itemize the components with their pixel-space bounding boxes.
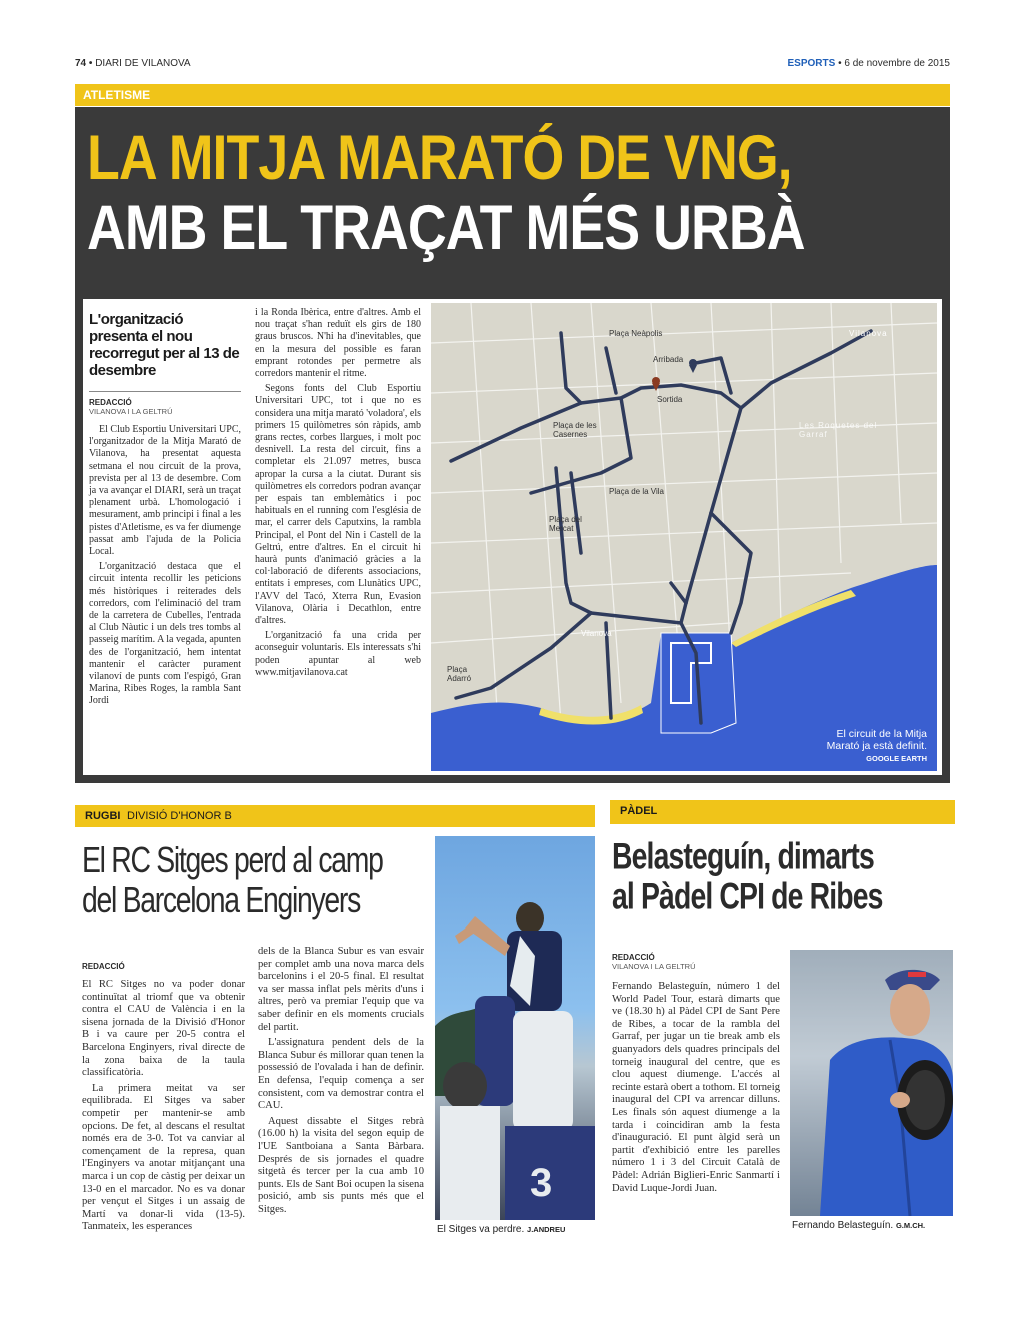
padel-byline: REDACCIÓ — [612, 953, 655, 962]
paragraph: Segons fonts del Club Esportiu Universitari UPC, tot i que no es considera una mitja marató 'voladora', els primers 15 quilòmetres són ràpids, amb grans rectes, corbes llargues, i molt poc desnivell. La resta del circuit, fins a completar els 21.097 metres, busca apropar la cursa a la ciutat. Durant sis quilòmetres els corredors podran avançar per espais tan emblemàtics i poc habituals en el running com l'església de mar, el carrer dels Caputxins, la rambla Principal, el Pont del Nin i Castell de la Geltrú, entre d'altres. En el circuit hi haurà punts d'animació gràcies a la col·laboració de diferents associacions, entitats i empreses, com Llunàtics UPC, l'AVV del Tacó, Xterra Run, Evasion Vilanova, Olària i Decathlon, entre d'altres. — [255, 383, 421, 627]
page-header — [75, 58, 950, 74]
lead-headline-line1: LA MITJA MARATÓ DE VNG, — [87, 122, 792, 193]
rugby-byline: REDACCIÓ — [82, 962, 125, 971]
padel-col — [612, 953, 780, 1198]
rugby-headline-line1: El RC Sitges perd al camp — [82, 838, 383, 880]
padel-photo-credit: G.M.CH. — [895, 1221, 926, 1230]
rugby-headline-line2: del Barcelona Enginyers — [82, 878, 360, 920]
lead-col1-text — [89, 424, 241, 708]
page-number: 74 — [75, 58, 87, 69]
map-label-adarro: Plaça Adarró — [447, 665, 472, 683]
rugby-photo — [435, 836, 595, 1220]
padel-headline-line1: Belasteguín, dimarts — [612, 834, 874, 877]
map-caption-box — [807, 728, 927, 763]
padel-kicker: PÀDEL — [620, 805, 658, 817]
lead-subhead: L'organització presenta el nou recorregut per al 13 de desembre — [89, 311, 240, 379]
atletisme-kicker: ATLETISME — [83, 88, 151, 102]
rugby-kicker: RUGBI — [85, 810, 121, 822]
lead-story-panel — [75, 107, 950, 783]
map-label-casernes: Plaça de les Casernes — [553, 421, 597, 439]
paragraph: dels de la Blanca Subur es van esvair per complet amb una nova marca dels barcelonins i el 20-5 final. El resultat va ser massa inflat pels mèrits d'uns i altres, però va premiar l'equip que va saber definir en els moments crucials del partit. — [258, 946, 424, 1033]
rugby-photo-svg — [435, 836, 595, 1220]
map-label-neapolis: Plaça Neàpolis — [609, 329, 663, 338]
padel-text — [612, 981, 780, 1195]
map-caption: El circuit de la Mitja Marató ja està definit. — [826, 728, 927, 752]
paper-name: DIARI DE VILANOVA — [95, 58, 191, 69]
rugby-col2 — [258, 946, 424, 1219]
separator-dot: • — [838, 58, 842, 69]
header-right — [787, 58, 950, 69]
separator-dot: • — [88, 58, 93, 69]
rugby-photo-caption: El Sitges va perdre. — [437, 1224, 525, 1235]
section-name: ESPORTS — [787, 58, 836, 69]
paragraph: L'organització destaca que el circuit intenta recollir les peticions més històriques i reiterades dels corredors, com l'eliminació del tram de la carretera de Cubelles, l'entrada al Club Nàutic i un dels tres tombs al passeig marítim. A la vegada, apunten des de l'organització, hem intentat mantenir el caràcter purament vilanoví de punts com l'espigó, Gran Marina, Ribes Roges, la rambla Sant Jordi — [89, 561, 241, 707]
lead-location: VILANOVA I LA GELTRÚ — [89, 407, 173, 416]
map-marker-sortida — [652, 377, 660, 391]
lead-headline-line2: AMB EL TRAÇAT MÉS URBÀ — [87, 192, 805, 263]
map-label-sortida: Sortida — [657, 395, 683, 404]
padel-location: VILANOVA I LA GELTRÚ — [612, 962, 696, 971]
rugby-photo-credit: J.ANDREU — [527, 1225, 566, 1234]
lead-content-area — [83, 299, 942, 775]
rugby-headline — [82, 838, 422, 920]
paragraph: El Club Esportiu Universitari UPC, l'organitzador de la Mitja Marató de Vilanova, ha presentat aquesta setmana el nou circuit de la prova, prevista per al 13 de desembre. Com ja va avançar el DIARI, serà un traçat plenament urbà. L'homologació i mesurament, amb principi i final a les pistes d'Atletisme, es va fer diumenge passat amb l'ajuda de la Policia Local. — [89, 424, 241, 558]
paragraph: El RC Sitges no va poder donar continuïtat al triomf que va obtenir contra el CAU de València i en la sisena jornada de la Divisió d'Honor B i va caure per 20-5 contra el Barcelona Enginyers, rival directe de la zona baixa de la taula classificatòria. — [82, 979, 245, 1079]
route-map — [431, 303, 937, 771]
map-label-mercat: Plaça del Mercat — [549, 515, 582, 533]
lead-col1 — [89, 311, 241, 711]
map-label-vilanova: Vilanova — [849, 329, 888, 338]
lead-byline: REDACCIÓ — [89, 398, 132, 407]
map-credit: GOOGLE EARTH — [866, 754, 927, 763]
subhead-rule — [89, 391, 241, 392]
paragraph: La primera meitat va ser equilibrada. El Sitges va saber competir per mantenir-se amb opcions. De fet, al descans el resultat només era de 3-0. Tot va canviar al començament de la represa, quan l'Enginyers va anotar mitjançant una marca i un cop de càstig per deixar un 13-0 en el marcador. No es va donar per vençut el Sitges i un assaig de Martí va donar-li vida (13-5). Tanmateix, les esperances — [82, 1082, 245, 1233]
padel-photo-caption: Fernando Belasteguín. — [792, 1220, 894, 1231]
lead-col2 — [255, 307, 421, 682]
padel-headline-line2: al Pàdel CPI de Ribes — [612, 874, 883, 917]
rugby-col1-text — [82, 979, 245, 1234]
map-marker-arribada — [689, 359, 697, 373]
issue-date: 6 de novembre de 2015 — [844, 58, 950, 69]
rugby-col1 — [82, 962, 245, 1237]
paragraph: L'organització fa una crida per aconseguir voluntaris. Els interessats s'hi poden apuntar al web www.mitjavilanova.cat — [255, 630, 421, 678]
paragraph: Aquest dissabte el Sitges rebrà (16.00 h) la visita del segon equip de l'UE Santboiana a Santa Bàrbara. Després de sis jornades el quadre sitgetà és tercer per la cua amb 10 punts. Els de Sant Boi ocupen la sisena posició, amb sis punts més que el Sitges. — [258, 1115, 424, 1215]
paragraph: L'assignatura pendent dels de la Blanca Subur és millorar quan tenen la possessió de l'ovalada i han de definir. En defensa, l'equip comença a ser consistent, com va demostrar contra el CAU. — [258, 1037, 424, 1112]
map-label-roquetes: Les Roquetes del Garraf — [799, 421, 878, 439]
padel-photo-caption-row — [792, 1220, 925, 1231]
padel-headline — [612, 834, 952, 917]
map-label-vilanova-small: Vilanova — [581, 629, 612, 638]
map-label-vila: Plaça de la Vila — [609, 487, 664, 496]
paragraph: Fernando Belasteguín, número 1 del World Padel Tour, estarà dimarts que ve (18.30 h) al Pàdel CPI de Sant Pere de Ribes, a tocar de la rambla del Garraf, per jugar un tie break amb els guanyadors dels quadres principals del torneig inaugural del centre, que es clou aquest diumenge. L'accés al recinte estarà obert a tothom. El torneig inaugural del CPI va arrencar dilluns. Les finals són aquest diumenge a la tarda i coincidiran amb la festa d'inauguració. El punt àlgid serà un partit d'exhibició entre les parelles número 1 i 3 del Circuit Català de Pàdel: Adrián Biglieri-Enric Sanmartí i David Luque-Jordi Juan. — [612, 981, 780, 1194]
atletisme-kicker-bar — [75, 84, 950, 106]
paragraph: i la Ronda Ibèrica, entre d'altres. Amb el nou traçat s'han reduït els girs de 180 graus bruscos. N'hi ha d'inevitables, que en la mesura del possible es faran emprant rotondes per permetre als corredors mantenir el ritme. — [255, 307, 421, 380]
map-label-arribada: Arribada — [653, 355, 684, 364]
padel-photo — [790, 950, 953, 1216]
rugby-photo-caption-row — [437, 1224, 565, 1235]
rugby-kicker-sub: DIVISIÓ D'HONOR B — [127, 810, 232, 822]
svg-text:3: 3 — [530, 1161, 553, 1205]
padel-kicker-bar — [610, 800, 955, 824]
padel-photo-svg — [790, 950, 953, 1216]
route-map-svg — [431, 303, 937, 771]
rugby-kicker-bar — [75, 805, 595, 827]
